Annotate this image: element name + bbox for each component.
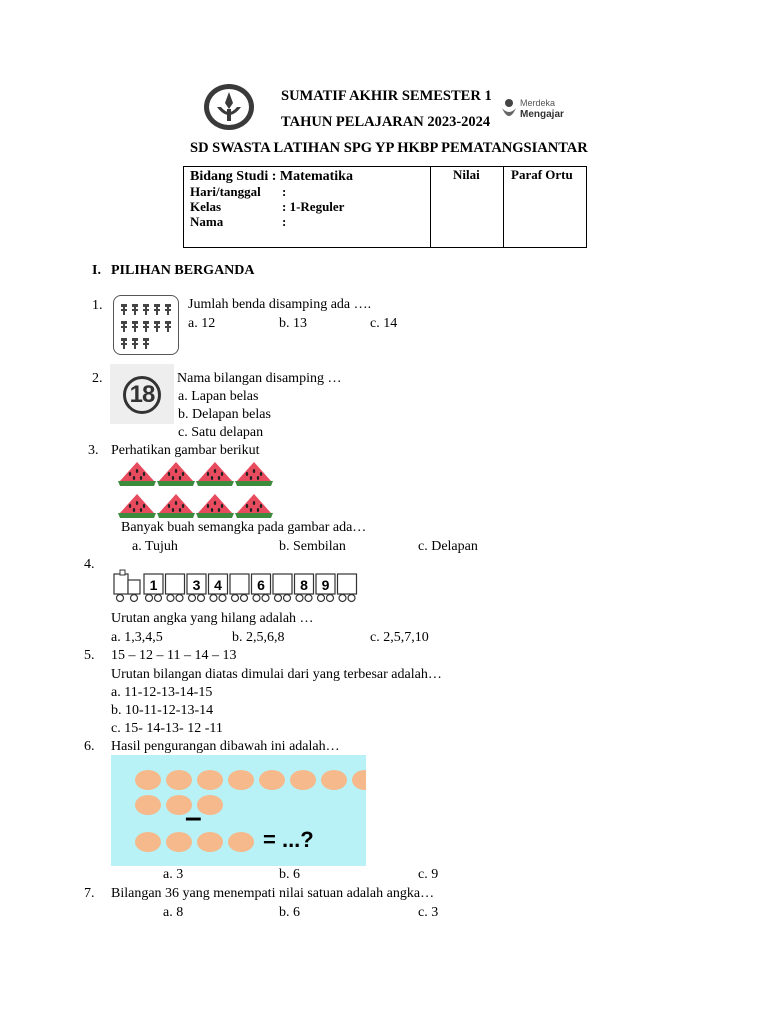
q6-minus-sign: –	[185, 801, 202, 834]
pin-icon	[121, 338, 127, 349]
train-car-number: 4	[214, 577, 222, 593]
watermelon-image	[118, 458, 278, 520]
q4-option-c: c. 2,5,7,10	[370, 630, 429, 645]
q3-number: 3.	[88, 443, 99, 458]
egg-icon	[321, 770, 347, 790]
train-car	[187, 574, 206, 602]
q1-pins-image	[113, 295, 179, 355]
merdeka-icon	[500, 98, 518, 122]
egg-icon	[352, 770, 366, 790]
egg-icon	[228, 770, 254, 790]
watermelon-icon	[157, 494, 195, 518]
train-car	[209, 574, 228, 602]
pin-icon	[143, 321, 149, 332]
nama-label: Nama	[190, 214, 224, 229]
train-car	[166, 574, 185, 602]
watermelon-icon	[196, 462, 234, 486]
hari-label: Hari/tanggal	[190, 184, 261, 199]
pin-icon	[132, 304, 138, 315]
q5-option-c: c. 15- 14-13- 12 -11	[111, 721, 223, 736]
egg-icon	[166, 770, 192, 790]
pin-icon	[121, 304, 127, 315]
q6-option-a: a. 3	[163, 867, 184, 882]
q4-text: Urutan angka yang hilang adalah …	[111, 611, 314, 626]
kelas-value: : 1-Reguler	[282, 199, 345, 214]
q7-option-c: c. 3	[418, 905, 439, 920]
train-car	[273, 574, 292, 602]
q1-option-b: b. 13	[279, 316, 307, 331]
pins-icon	[114, 296, 178, 354]
pin-icon	[165, 321, 171, 332]
q5-option-a: a. 11-12-13-14-15	[111, 685, 213, 700]
q1-number: 1.	[92, 298, 103, 313]
pin-icon	[132, 338, 138, 349]
q3-option-b: b. Sembilan	[279, 539, 346, 554]
q6-number: 6.	[84, 739, 95, 754]
watermelon-icon	[118, 494, 156, 518]
egg-icon	[197, 770, 223, 790]
q4-option-a: a. 1,3,4,5	[111, 630, 163, 645]
q2-option-b: b. Delapan belas	[178, 407, 271, 422]
q6-option-c: c. 9	[418, 867, 439, 882]
egg-icon	[135, 770, 161, 790]
bidang-studi: Bidang Studi : Matematika	[190, 169, 353, 184]
kelas-label: Kelas	[190, 199, 222, 214]
nilai-header: Nilai	[453, 167, 480, 182]
student-info-table	[183, 166, 587, 248]
q7-option-a: a. 8	[163, 905, 184, 920]
train-car-number: 8	[300, 577, 308, 593]
train-car	[316, 574, 335, 602]
egg-icon	[135, 795, 161, 815]
pin-icon	[143, 338, 149, 349]
watermelon-icon	[157, 462, 195, 486]
egg-icon	[259, 770, 285, 790]
q2-text: Nama bilangan disamping …	[177, 371, 342, 386]
pin-icon	[143, 304, 149, 315]
q4-option-b: b. 2,5,6,8	[232, 630, 285, 645]
q5-option-b: b. 10-11-12-13-14	[111, 703, 214, 718]
watermelon-icon	[118, 462, 156, 486]
egg-icon	[290, 770, 316, 790]
q7-text: Bilangan 36 yang menempati nilai satuan adalah angka…	[111, 886, 435, 901]
merdeka-mengajar-logo	[500, 96, 566, 126]
school-name: SD SWASTA LATIHAN SPG YP HKBP PEMATANGSIANTAR	[190, 140, 588, 156]
train-image	[112, 568, 360, 608]
q6-option-b: b. 6	[279, 867, 300, 882]
q4-number: 4.	[84, 557, 95, 572]
q3-text: Perhatikan gambar berikut	[111, 443, 260, 458]
q7-number: 7.	[84, 886, 95, 901]
eggs-icon	[111, 755, 366, 866]
nama-value: :	[282, 214, 287, 229]
train-car	[252, 574, 271, 602]
watermelon-icon	[196, 494, 234, 518]
train-car-number: 9	[321, 577, 330, 593]
train-car	[295, 574, 314, 602]
q1-option-c: c. 14	[370, 316, 398, 331]
train-car	[338, 574, 357, 602]
pin-icon	[121, 321, 127, 332]
q1-option-a: a. 12	[188, 316, 216, 331]
pin-icon	[132, 321, 138, 332]
train-car-number: 6	[257, 577, 265, 593]
section-title: PILIHAN BERGANDA	[111, 263, 255, 278]
q5-number: 5.	[84, 648, 95, 663]
tut-wuri-handayani-logo	[203, 83, 255, 131]
logo-text-merdeka: Merdeka	[520, 98, 556, 108]
train-car	[144, 574, 163, 602]
locomotive-icon	[114, 570, 140, 602]
watermelon-icon	[235, 462, 273, 486]
paraf-header: Paraf Ortu	[511, 167, 573, 182]
train-car-number: 1	[149, 577, 158, 593]
hari-value: :	[282, 184, 287, 199]
q2-option-a: a. Lapan belas	[178, 389, 259, 404]
section-number: I.	[92, 263, 101, 278]
q6-equals: = ...?	[263, 827, 314, 852]
title-line1: SUMATIF AKHIR SEMESTER 1	[281, 88, 492, 104]
pin-icon	[154, 321, 160, 332]
egg-icon	[228, 832, 254, 852]
train-car-number: 3	[192, 577, 201, 593]
q7-option-b: b. 6	[279, 905, 300, 920]
pin-icon	[154, 304, 160, 315]
q2-option-c: c. Satu delapan	[178, 425, 264, 440]
q3-option-c: c. Delapan	[418, 539, 478, 554]
q6-subtraction-image	[111, 755, 366, 866]
q3-question: Banyak buah semangka pada gambar ada…	[121, 520, 367, 535]
pin-icon	[165, 304, 171, 315]
title-line2: TAHUN PELAJARAN 2023-2024	[281, 114, 491, 130]
q2-number-image	[110, 364, 174, 424]
logo-text-mengajar: Mengajar	[520, 109, 564, 120]
q2-image-number: 18	[129, 381, 155, 408]
watermelon-icon	[235, 494, 273, 518]
egg-icon	[135, 832, 161, 852]
train-car	[230, 574, 249, 602]
q5-text: Urutan bilangan diatas dimulai dari yang terbesar adalah…	[111, 667, 442, 682]
q1-text: Jumlah benda disamping ada ….	[188, 297, 372, 312]
q6-text: Hasil pengurangan dibawah ini adalah…	[111, 739, 340, 754]
q5-sequence: 15 – 12 – 11 – 14 – 13	[111, 648, 237, 663]
q2-number: 2.	[92, 371, 103, 386]
q3-option-a: a. Tujuh	[132, 539, 178, 554]
